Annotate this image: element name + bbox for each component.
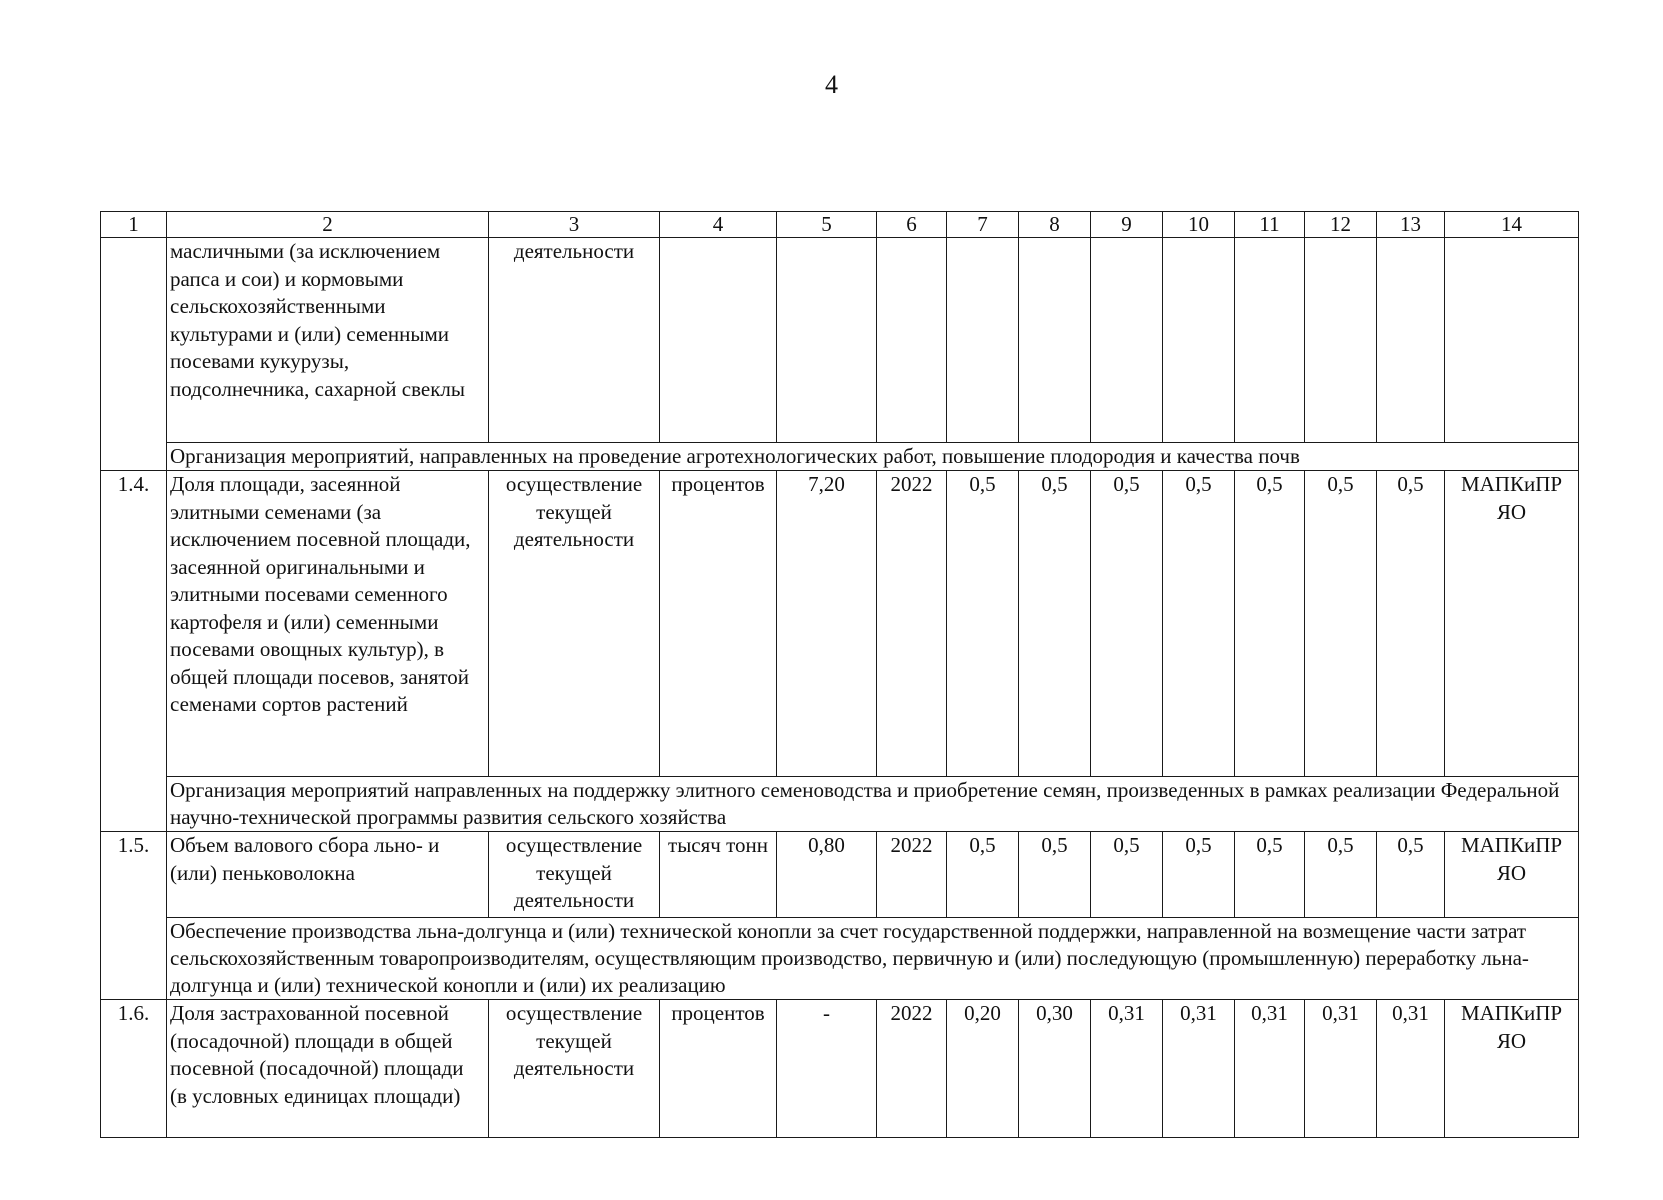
header-cell: 11 [1235,212,1305,238]
header-cell: 4 [660,212,777,238]
header-cell: 2 [167,212,489,238]
value-cell: 0,5 [1091,471,1163,777]
indicator-row-1-4 [101,471,1579,777]
header-cell: 14 [1445,212,1579,238]
row-number-cell: 1.6. [101,1000,167,1138]
activity-description: Обеспечение производства льна-долгунца и (или) технической конопли за счет государственной поддержки, направленной на возмещение части затрат сельскохозяйственным товаропроизводителям, осуществляющим производство, первичную и (или) последующую (промышленную) переработку льна-долгунца и (или) технической конопли и (или) их реализацию [167,918,1579,1000]
indicator-name-cell: Доля площади, засеянной элитными семенами (за исключением посевной площади, засеянной оригинальными и элитными посевами семенного картофеля и (или) семенными посевами овощных культур), в общей площади посевов, занятой семенами сортов растений [167,471,489,777]
value-cell: 0,31 [1377,1000,1445,1138]
value-cell: 0,5 [1019,832,1091,918]
activity-row [101,443,1579,471]
empty-cell [1445,238,1579,443]
activity-description: Организация мероприятий, направленных на проведение агротехнологических работ, повышение плодородия и качества почв [167,443,1579,471]
activity-row [101,918,1579,1000]
value-cell: 0,5 [1019,471,1091,777]
value-cell: 0,5 [1305,471,1377,777]
base-value-cell: 0,80 [777,832,877,918]
header-cell: 8 [1019,212,1091,238]
value-cell: 0,5 [1235,471,1305,777]
empty-cell [1163,238,1235,443]
responsible-cell: МАПКиПР ЯО [1445,832,1579,918]
activity-row [101,777,1579,832]
activity-description: Организация мероприятий направленных на поддержку элитного семеноводства и приобретение семян, произведенных в рамках реализации Федеральной научно-технической программы развития сельского хозяйства [167,777,1579,832]
unit-cell: процентов [660,471,777,777]
header-cell: 6 [877,212,947,238]
empty-cell [777,238,877,443]
value-cell: 0,5 [1235,832,1305,918]
header-cell: 10 [1163,212,1235,238]
base-year-cell: 2022 [877,471,947,777]
value-cell: 0,5 [947,832,1019,918]
header-cell: 13 [1377,212,1445,238]
indicator-row-1-5 [101,832,1579,918]
indicator-type-cell: осуществление текущей деятельности [489,1000,660,1138]
indicator-row-1-6 [101,1000,1579,1138]
empty-cell [1019,238,1091,443]
value-cell: 0,5 [947,471,1019,777]
base-year-cell: 2022 [877,832,947,918]
value-cell: 0,5 [1163,471,1235,777]
value-cell: 0,5 [1377,471,1445,777]
indicator-name-cell: масличными (за исключением рапса и сои) и кормовыми сельскохозяйственными культурами и (или) семенными посевами кукурузы, подсолнечника, сахарной свеклы [167,238,489,443]
base-value-cell: 7,20 [777,471,877,777]
indicator-type-cell: осуществление текущей деятельности [489,471,660,777]
header-cell: 12 [1305,212,1377,238]
column-number-header-row [101,212,1579,238]
value-cell: 0,31 [1091,1000,1163,1138]
base-year-cell: 2022 [877,1000,947,1138]
value-cell: 0,30 [1019,1000,1091,1138]
value-cell: 0,20 [947,1000,1019,1138]
empty-cell [660,238,777,443]
value-cell: 0,31 [1163,1000,1235,1138]
indicators-table [100,211,1579,1138]
header-cell: 3 [489,212,660,238]
header-cell: 1 [101,212,167,238]
value-cell: 0,5 [1091,832,1163,918]
indicator-name-cell: Доля застрахованной посевной (посадочной) площади в общей посевной (посадочной) площади (в условных единицах площади) [167,1000,489,1138]
indicator-name-cell: Объем валового сбора льно- и (или) пеньковолокна [167,832,489,918]
unit-cell: тысяч тонн [660,832,777,918]
header-cell: 7 [947,212,1019,238]
empty-cell [1377,238,1445,443]
value-cell: 0,5 [1377,832,1445,918]
header-cell: 5 [777,212,877,238]
value-cell: 0,31 [1235,1000,1305,1138]
empty-cell [1235,238,1305,443]
row-number-cell: 1.4. [101,471,167,832]
responsible-cell: МАПКиПР ЯО [1445,471,1579,777]
page-number: 4 [825,70,838,99]
unit-cell: процентов [660,1000,777,1138]
value-cell: 0,31 [1305,1000,1377,1138]
row-number-cell: 1.5. [101,832,167,1000]
value-cell: 0,5 [1305,832,1377,918]
row-number-cell [101,238,167,471]
responsible-cell: МАПКиПР ЯО [1445,1000,1579,1138]
empty-cell [947,238,1019,443]
header-cell: 9 [1091,212,1163,238]
value-cell: 0,5 [1163,832,1235,918]
continuation-row [101,238,1579,443]
indicator-type-cell: осуществление текущей деятельности [489,832,660,918]
empty-cell [1091,238,1163,443]
empty-cell [877,238,947,443]
base-value-cell: - [777,1000,877,1138]
empty-cell [1305,238,1377,443]
indicator-type-cell: деятельности [489,238,660,443]
